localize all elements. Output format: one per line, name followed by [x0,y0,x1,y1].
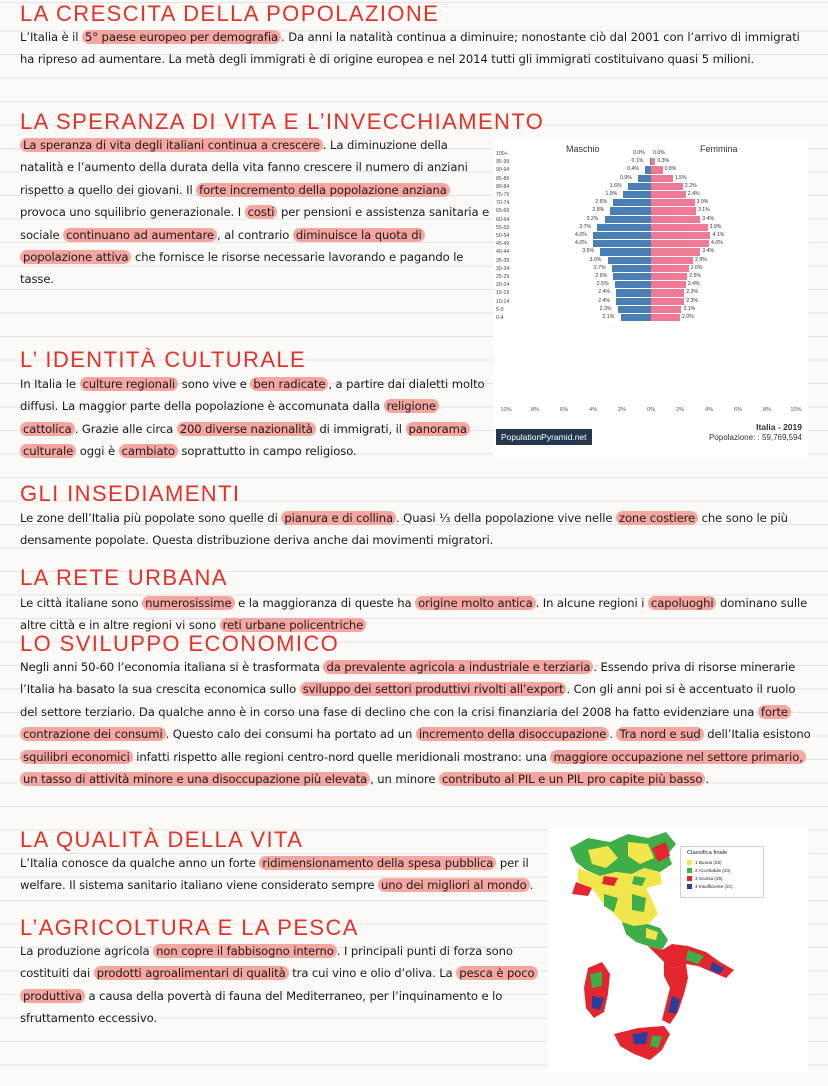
title-speranza: LA SPERANZA DI VITA E L’INVECCHIAMENTO [20,109,545,134]
x-tick-label: 8% [530,407,540,413]
female-value-label: 3.4% [702,215,715,222]
female-bar [651,257,693,264]
age-group-label: 70-74 [496,200,510,207]
female-bar [651,207,696,214]
male-bar [621,314,651,321]
legend-item-accettabile: 2 Accettabile (34) [687,868,731,873]
male-value-label: 2.4% [598,289,611,296]
age-group-label: 5-9 [496,306,504,313]
x-tick-label: 4% [588,407,598,413]
age-group-label: 45-49 [496,241,510,248]
female-bar [651,183,683,190]
x-tick-label: 6% [733,407,743,413]
age-group-label: 50-54 [496,233,510,239]
female-value-label: 3.0% [696,199,709,206]
female-value-label: 0.0% [653,150,665,156]
female-value-label: 2.0% [682,314,694,320]
female-value-label: 2.4% [687,191,700,197]
legend-swatch [687,876,692,881]
male-bar [623,191,651,198]
female-bar [651,289,684,296]
legend-item-buona: 1 Buona (25) [687,860,722,865]
male-bar [615,281,651,288]
highlight: 5° paese europeo per demografia [82,30,281,44]
male-value-label: 2.6% [595,273,608,279]
male-bar [613,199,651,206]
male-value-label: 2.8% [592,207,605,214]
male-value-label: 0.1% [631,158,644,165]
male-bar [610,207,651,214]
x-tick-label: 6% [559,407,569,413]
legend-maschio: Maschio [566,144,600,154]
male-value-label: 3.5% [582,248,595,255]
male-value-label: 2.5% [596,281,609,288]
male-bar [618,306,651,313]
female-bar [651,158,655,165]
title-identita: L’ IDENTITÀ CULTURALE [20,347,307,372]
female-value-label: 2.3% [686,289,699,296]
title-insediamenti: GLI INSEDIAMENTI [20,481,241,506]
legend-item-scarsa: 3 Scarsa (26) [687,876,723,881]
male-value-label: 4.0% [575,240,587,247]
x-tick-label: 4% [704,407,714,413]
female-value-label: 0.8% [664,166,677,173]
age-group-label: 100+ [496,151,508,157]
x-tick-label: 10% [790,407,802,413]
female-bar [651,191,686,198]
male-value-label: 2.3% [599,305,612,312]
female-value-label: 2.4% [687,281,700,288]
age-group-label: 60-64 [496,216,510,223]
male-bar [593,232,651,239]
age-group-label: 90-94 [496,167,510,174]
male-bar [638,175,651,182]
male-value-label: 2.4% [598,297,611,304]
female-bar [651,232,710,239]
female-bar [651,314,680,321]
female-value-label: 2.2% [684,182,697,189]
female-bar [651,298,684,305]
text-identita: In Italia le culture regionali sono vive e ben radicate , a partire dai dialetti molto diffusi. La maggior parte della popolazione è accomunata dalla religione cattolica . Grazie alle circa 200 diverse nazionalità di immigrati, il panorama culturale oggi è cambiato soprattutto in campo religioso. [20,377,485,459]
population-pyramid-chart [494,138,808,458]
male-value-label: 2.6% [595,199,608,206]
female-bar [651,306,681,313]
italy-quality-map [548,828,808,1072]
legend-swatch [687,884,692,889]
legend-swatch [687,868,692,873]
female-value-label: 3.4% [702,248,715,255]
age-group-label: 95-99 [496,159,510,166]
age-group-label: 65-69 [496,208,510,215]
text-qualita: L’Italia conosce da qualche anno un forte ridimensionamento della spesa pubblica per il welfare. Il sistema sanitario italiano viene considerato sempre uno dei migliori al mondo . [20,856,534,893]
male-value-label: 2.1% [602,314,615,320]
male-value-label: 3.0% [589,256,602,263]
male-bar [612,265,651,272]
text-insediamenti: Le zone dell’Italia più popolate sono quelle di pianura e di collina . Quasi ⅓ della popolazione vive nelle zone costiere che sono le più densamente popolate. Questa distribuzione deriva anche dai movimenti migratori. [20,511,788,548]
male-value-label: 0.9% [619,174,632,181]
legend-swatch [687,860,692,865]
female-value-label: 4.1% [712,232,725,238]
age-group-label: 40-44 [496,249,510,256]
male-bar [608,257,652,264]
age-group-label: 25-29 [496,274,510,280]
female-value-label: 2.1% [683,305,696,312]
text-crescita: L’Italia è il 5° paese europeo per demografia . Da anni la natalità continua a diminuire; nonostante ciò dal 2001 con l’arrivo di immigrati ha ripreso ad aumentare. La metà degli immigrati è di origine europea e nel 2014 tutti gli immigrati costituivano quasi 5 milioni. [20,30,800,67]
age-group-label: 85-89 [496,175,510,182]
female-value-label: 2.5% [689,273,702,279]
female-bar [651,224,708,231]
female-value-label: 2.9% [695,256,707,263]
x-tick-label: 8% [762,407,772,413]
legend-title: Classifica finale [687,850,728,856]
title-agricoltura: L’AGRICOLTURA E LA PESCA [20,915,359,940]
female-bar [651,265,689,272]
female-value-label: 3.1% [697,207,710,214]
female-bar [651,240,709,247]
male-bar [628,183,651,190]
female-bar [651,248,700,255]
title-rete: LA RETE URBANA [20,565,228,590]
population-label: Popolazione: : 59,769,594 [709,433,802,442]
text-sviluppo: Negli anni 50-60 l’economia italiana si è trasformata da prevalente agricola a industriale e terziaria . Essendo priva di risorse minerarie l’Italia ha basato la sua crescita economica sullo sviluppo dei settori produttivi rivolti all’export . Con gli anni poi si è accentuato il ruolo del settore terziario. Da qualche anno è in corso una fase di declino che con la crisi finanziaria del 2008 ha fatto evidenziare una forte contrazione dei consumi . Questo calo dei consumi ha portato ad un incremento della disoccupazione . Tra nord e sud dell’Italia esistono squilibri economici infatti rispetto alle regioni centro-nord quelle meridionali mostrano: una maggiore occupazione nel settore primario, un tasso di attività minore e una disoccupazione più elevata , un minore contributo al PIL e un PIL pro capite più basso . [20,660,811,787]
male-bar [616,298,651,305]
male-value-label: 3.2% [586,215,599,222]
age-group-label: 30-34 [496,265,510,272]
legend-femmina: Femmina [700,144,738,154]
female-bar [651,175,673,182]
age-group-label: 15-19 [496,290,510,297]
female-bar [651,216,700,223]
legend-item-insufficiente: 4 Insufficiente (21) [687,884,733,889]
title-qualita: LA QUALITÀ DELLA VITA [20,827,304,852]
text-rete: Le città italiane sono numerosissime e la maggioranza di queste ha origine molto antica . In alcune regioni i capoluoghi dominano sulle altre città e in altre regioni vi sono reti urbane policentriche [20,596,808,633]
female-value-label: 0.3% [657,158,670,165]
age-group-label: 10-14 [496,298,510,305]
age-group-label: 0-4 [496,315,504,321]
male-value-label: 0.0% [633,150,645,156]
male-bar [613,273,651,280]
male-value-label: 0.4% [627,166,640,173]
female-bar [651,281,686,288]
female-value-label: 4.0% [711,240,723,247]
female-bar [651,273,687,280]
female-value-label: 2.6% [690,264,703,271]
female-bar [651,166,663,173]
text-agricoltura: La produzione agricola non copre il fabbisogno interno . I principali punti di forza sono costituiti dai prodotti agroalimentari di qualità tra cui vino e olio d’oliva. La pesca è poco produttiva a causa della povertà di fauna del Mediterraneo, per l’inquinamento e lo sfruttamento eccessivo. [20,940,542,1030]
female-value-label: 2.3% [686,297,699,304]
age-group-label: 35-39 [496,257,510,264]
title-sviluppo: LO SVILUPPO ECONOMICO [20,631,340,656]
x-tick-label: 10% [500,407,512,413]
x-tick-label: 2% [675,407,685,413]
age-group-label: 75-79 [496,192,510,198]
age-group-label: 80-84 [496,183,510,190]
male-bar [605,216,651,223]
female-value-label: 3.9% [709,223,722,230]
age-group-label: 55-59 [496,224,510,231]
male-bar [616,289,651,296]
x-tick-label: 0% [646,407,656,413]
x-tick-label: 2% [617,407,627,413]
italy-map-shape [548,828,808,1072]
age-group-label: 20-24 [496,282,510,289]
source-badge[interactable]: PopulationPyramid.net [496,429,592,445]
text-speranza: La speranza di vita degli italiani continua a crescere . La diminuzione della natalità e l’aumento della durata della vita fanno crescere il numero di anziani rispetto a quello dei giovani. Il forte incremento della popolazione anziana provoca uno squilibrio generazionale. I costi per pensioni e assistenza sanitaria e sociale continuano ad aumentare , al contrario diminuisce la quota di popolazione attiva che fornisce le risorse necessarie lavorando e pagando le tasse. [20,138,490,287]
chart-title: Italia - 2019 [756,422,802,432]
female-value-label: 1.5% [674,174,687,181]
male-bar [593,240,651,247]
male-bar [600,248,651,255]
male-value-label: 1.6% [609,182,622,189]
male-bar [597,224,651,231]
male-value-label: 1.9% [605,191,618,197]
male-value-label: 4.0% [575,232,587,238]
male-value-label: 3.7% [579,223,592,230]
male-value-label: 2.7% [593,264,606,271]
female-bar [651,199,695,206]
map-legend [680,846,764,898]
title-crescita: LA CRESCITA DELLA POPOLAZIONE [20,1,440,26]
